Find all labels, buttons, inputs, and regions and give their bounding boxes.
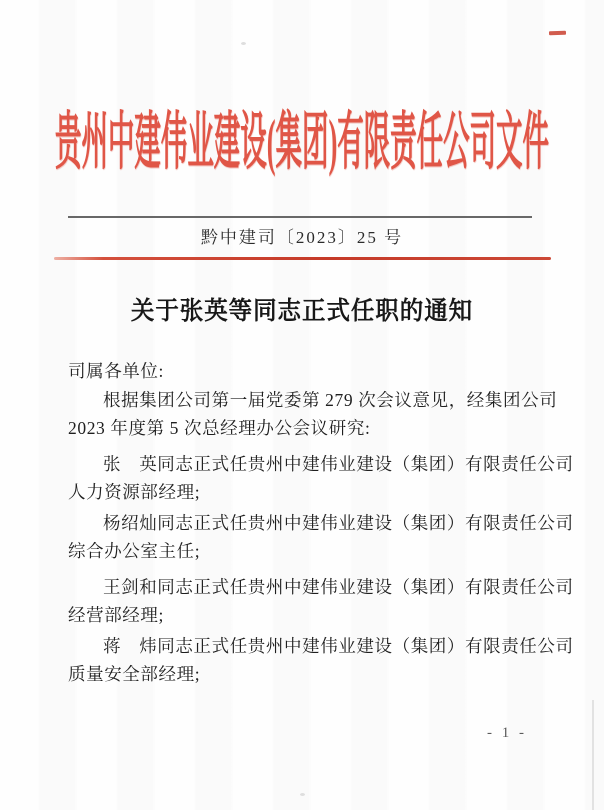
scan-speck [241,42,246,45]
body-line: 司属各单位: [68,361,164,381]
issue-number: 黔中建司〔2023〕25 号 [200,228,404,247]
body-line: 根据集团公司第一届党委第 279 次会议意见，经集团公司 [103,389,558,410]
scan-speck [300,793,305,796]
body-line: 王剑和同志正式任贵州中建伟业建设（集团）有限责任公司 [103,576,574,597]
header-thin-rule [68,216,532,218]
body-line: 质量安全部经理; [68,664,201,684]
document-body [68,357,574,689]
body-line: 2023 年度第 5 次总经理办公会议研究: [68,418,371,438]
header-red-rule [54,257,551,260]
body-line: 人力资源部经理; [68,482,201,502]
document-header [0,92,604,180]
body-line: 蒋 炜同志正式任贵州中建伟业建设（集团）有限责任公司 [103,635,574,656]
red-corner-mark [549,31,566,36]
body-line: 综合办公室主任; [68,541,201,561]
scan-edge-artifact [592,700,594,810]
notice-title: 关于张英等同志正式任职的通知 [130,298,474,325]
page-number: - 1 - [487,725,527,741]
notice-title-wrap [0,291,604,327]
org-title: 贵州中建伟业建设(集团)有限责任公司文件 [55,106,549,177]
body-line: 杨绍灿同志正式任贵州中建伟业建设（集团）有限责任公司 [103,512,574,533]
body-line: 张 英同志正式任贵州中建伟业建设（集团）有限责任公司 [103,453,574,474]
body-line: 经营部经理; [68,605,164,625]
